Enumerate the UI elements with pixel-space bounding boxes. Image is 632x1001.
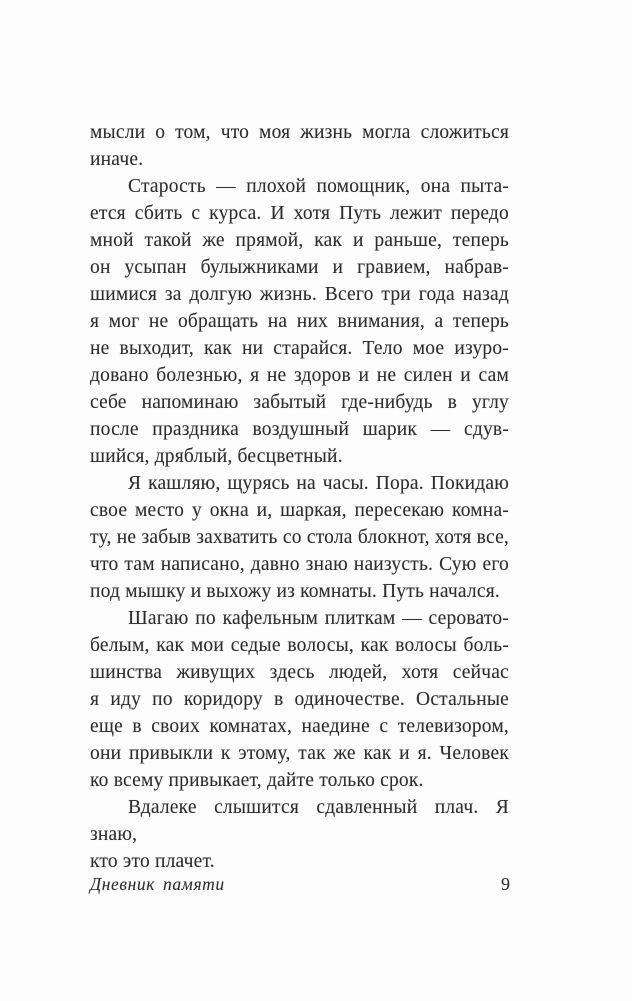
text-line: ко всему привыкает, дайте только срок. (90, 770, 424, 791)
text-line: я иду по коридору в одиночестве. Остальные (90, 689, 509, 710)
text-line: шийся, дряблый, бесцветный. (90, 446, 343, 467)
text-line: ту, не забыв захватить со стола блокнот, хотя все, (90, 527, 509, 548)
text-line: довано болезнью, я не здоров и не силен и сам (90, 365, 509, 386)
page-footer (90, 874, 510, 895)
text-line: Шагаю по кафельным плиткам — серовато- (128, 608, 509, 629)
text-line: мысли о том, что моя жизнь могла сложиться (90, 122, 509, 143)
text-line: еще в своих комнатах, наедине с телевизором, (90, 716, 509, 737)
text-line: я мог не обращать на них внимания, а теперь (90, 311, 509, 332)
text-line: не выходит, как ни старайся. Тело мое изуро- (90, 338, 509, 359)
page-text-block (90, 119, 509, 875)
text-line: свое место у окна и, шаркая, пересекаю комна- (90, 500, 509, 521)
paragraph (90, 605, 509, 794)
page-number: 9 (501, 874, 510, 894)
running-title: Дневник памяти (90, 874, 225, 894)
paragraph (90, 119, 509, 173)
text-line: ется сбить с курса. И хотя Путь лежит передо (90, 203, 509, 224)
text-line: себе напоминаю забытый где-нибудь в углу (90, 392, 509, 413)
text-line: шимися за долгую жизнь. Всего три года назад (90, 284, 509, 305)
text-line: Старость — плохой помощник, она пыта- (128, 176, 509, 197)
text-line: белым, как мои седые волосы, как волосы боль- (90, 635, 509, 656)
paragraph (90, 173, 509, 470)
text-line: кто это плачет. (90, 851, 215, 872)
text-line: под мышку и выхожу из комнаты. Путь начался. (90, 581, 500, 602)
text-line: иначе. (90, 149, 144, 170)
text-line: шинства живущих здесь людей, хотя сейчас (90, 662, 509, 683)
text-line: что там написано, давно знаю наизусть. Сую его (90, 554, 509, 575)
text-line: Я кашляю, щурясь на часы. Пора. Покидаю (128, 473, 509, 494)
text-line: мной такой же прямой, как и раньше, теперь (90, 230, 509, 251)
text-line: он усыпан булыжниками и гравием, набрав- (90, 257, 509, 278)
paragraph (90, 470, 509, 605)
text-line: после праздника воздушный шарик — сдув- (90, 419, 509, 440)
text-line: они привыкли к этому, так же как и я. Человек (90, 743, 509, 764)
paragraph (90, 794, 509, 875)
text-line: Вдалеке слышится сдавленный плач. Я знаю, (90, 797, 509, 845)
